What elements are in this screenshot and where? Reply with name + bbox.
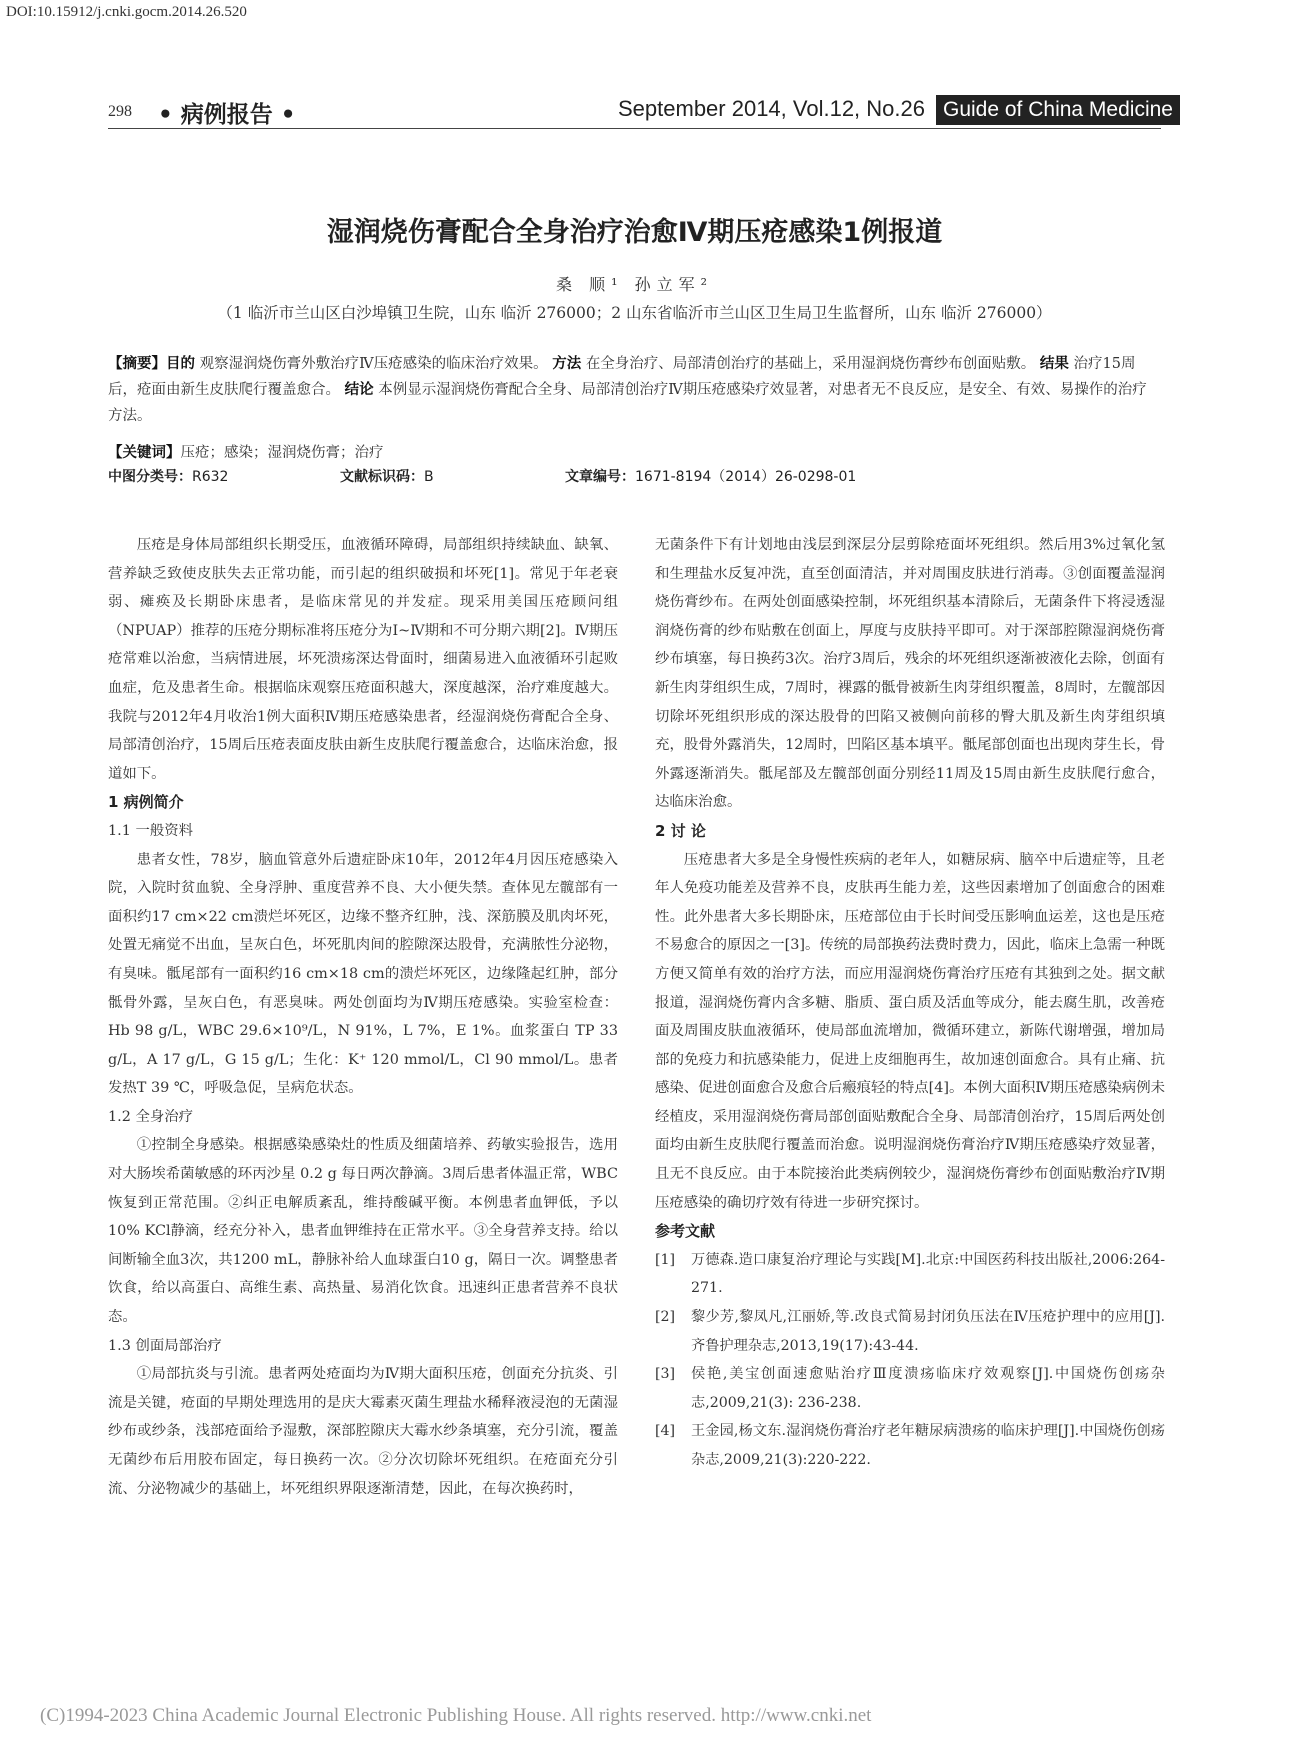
article-number bbox=[565, 466, 856, 486]
page-number: 298 bbox=[108, 103, 132, 120]
reference-text: 侯艳,美宝创面速愈贴治疗Ⅲ度溃疡临床疗效观察[J].中国烧伤创疡杂志,2009,21(3): 236-238. bbox=[691, 1366, 1165, 1411]
heading-systemic-treatment: 1.2 全身治疗 bbox=[108, 1108, 194, 1125]
heading-case-intro: 1 病例简介 bbox=[108, 793, 184, 812]
copyright-footer: (C)1994-2023 China Academic Journal Electronic Publishing House. All rights reserved. http://www.cnki.net bbox=[40, 1705, 872, 1726]
heading-local-treatment: 1.3 创面局部治疗 bbox=[108, 1337, 222, 1354]
section-label: • 病例报告 • bbox=[158, 102, 296, 128]
keywords bbox=[108, 440, 1161, 466]
conclusion-text: 本例显示湿润烧伤膏配合全身、局部清创治疗Ⅳ期压疮感染疗效显著，对患者无不良反应，是安全、有效、易操作的治疗方法。 bbox=[108, 382, 1147, 424]
reference-item bbox=[655, 1303, 1165, 1360]
clc-label: 中图分类号： bbox=[108, 469, 192, 485]
affiliation: （1 临沂市兰山区白沙埠镇卫生院，山东 临沂 276000；2 山东省临沂市兰山区卫生局卫生监督所，山东 临沂 276000） bbox=[217, 304, 1052, 322]
methods-label: 方法 bbox=[552, 356, 582, 372]
document-code bbox=[340, 466, 434, 486]
keywords-text: 压疮；感染；湿润烧伤膏；治疗 bbox=[180, 445, 384, 461]
intro-paragraph: 压疮是身体局部组织长期受压，血液循环障碍，局部组织持续缺血、缺氧、营养缺乏致使皮肤失去正常功能，而引起的组织破损和坏死[1]。常见于年老衰弱、瘫痪及长期卧床患者，是临床常见的并发症。现采用美国压疮顾问组（NPUAP）推荐的压疮分期标准将压疮分为Ⅰ~Ⅳ期和不可分期六期[2]。Ⅳ期压疮常难以治愈，当病情进展，坏死溃疡深达骨面时，细菌易进入血液循环引起败血症，危及患者生命。根据临床观察压疮面积越大，深度越深，治疗难度越大。我院与2012年4月收治1例大面积Ⅳ期压疮感染患者，经湿润烧伤膏配合全身、局部清创治疗，15周后压疮表面皮肤由新生皮肤爬行覆盖愈合，达临床治愈，报道如下。 bbox=[108, 537, 618, 782]
references-heading: 参考文献 bbox=[655, 1222, 716, 1241]
issue-info: September 2014, Vol.12, No.26 bbox=[618, 96, 925, 121]
general-data-paragraph: 患者女性，78岁，脑血管意外后遗症卧床10年，2012年4月因压疮感染入院，入院时贫血貌、全身浮肿、重度营养不良、大小便失禁。查体见左髋部有一面积约17 cm×22 cm溃烂坏死区，边缘不整齐红肿，浅、深筋膜及肌肉坏死，处置无痛觉不出血，呈灰白色，坏死肌肉间的腔隙深达股骨，充满脓性分泌物，有臭味。骶尾部有一面积约16 cm×18 cm的溃烂坏死区，边缘隆起红肿，部分骶骨外露，呈灰白色，有恶臭味。两处创面均为Ⅳ期压疮感染。实验室检查：Hb 98 g/L，WBC 29.6×10⁹/L，N 91%，L 7%，E 1%。血浆蛋白 TP 33 g/L，A 17 g/L，G 15 g/L；生化：K⁺ 120 mmol/L，Cl 90 mmol/L。患者发热T 39 ℃，呼吸急促，呈病危状态。 bbox=[108, 851, 618, 1097]
reference-text: 黎少芳,黎凤凡,江丽娇,等.改良式简易封闭负压法在Ⅳ压疮护理中的应用[J].齐鲁护理杂志,2013,19(17):43-44. bbox=[691, 1309, 1165, 1354]
reference-number: [3] bbox=[655, 1366, 676, 1383]
reference-number: [4] bbox=[655, 1423, 676, 1440]
objective-label: 目的 bbox=[166, 356, 195, 372]
reference-number: [2] bbox=[655, 1309, 676, 1326]
art-label: 文章编号： bbox=[565, 469, 635, 485]
reference-text: 王金园,杨文东.湿润烧伤膏治疗老年糖尿病溃疡的临床护理[J].中国烧伤创疡杂志,2009,21(3):220-222. bbox=[691, 1423, 1165, 1468]
local-treatment-paragraph: ①局部抗炎与引流。患者两处疮面均为Ⅳ期大面积压疮，创面充分抗炎、引流是关键，疮面的早期处理选用的是庆大霉素灭菌生理盐水稀释液浸泡的无菌湿纱布或纱条，浅部疮面给予湿敷，深部腔隙庆大霉水纱条填塞，充分引流，覆盖无菌纱布后用胶布固定，每日换药一次。②分次切除坏死组织。在疮面充分引流、分泌物减少的基础上，坏死组织界限逐渐清楚，因此，在每次换药时， bbox=[108, 1366, 618, 1497]
heading-general-data: 1.1 一般资料 bbox=[108, 822, 194, 839]
right-column bbox=[655, 531, 1165, 1475]
article-title: 湿润烧伤膏配合全身治疗治愈Ⅳ期压疮感染1例报道 bbox=[326, 217, 943, 248]
reference-text: 万德森.造口康复治疗理论与实践[M].北京:中国医药科技出版社,2006:264-271. bbox=[691, 1251, 1165, 1297]
reference-item bbox=[655, 1417, 1165, 1474]
abstract bbox=[108, 351, 1161, 429]
art-value: 1671-8194（2014）26-0298-01 bbox=[635, 469, 857, 485]
clc-number bbox=[108, 466, 228, 486]
heading-discussion: 2 讨 论 bbox=[655, 821, 706, 840]
continued-paragraph: 无菌条件下有计划地由浅层到深层分层剪除疮面坏死组织。然后用3%过氧化氢和生理盐水反复冲洗，直至创面清洁，并对周围皮肤进行消毒。③创面覆盖湿润烧伤膏纱布。在两处创面感染控制，坏死组织基本清除后，无菌条件下将浸透湿润烧伤膏的纱布贴敷在创面上，厚度与皮肤持平即可。对于深部腔隙湿润烧伤膏纱布填塞，每日换药3次。治疗3周后，残余的坏死组织逐渐被液化去除，创面有新生肉芽组织生成，7周时，裸露的骶骨被新生肉芽组织覆盖，8周时，左髋部因切除坏死组织形成的深达股骨的凹陷又被侧向前移的臀大肌及新生肉芽组织填充，股骨外露消失，12周时，凹陷区基本填平。骶尾部创面也出现肉芽生长，骨外露逐渐消失。骶尾部及左髋部创面分别经11周及15周由新生皮肤爬行愈合，达临床治愈。 bbox=[655, 537, 1165, 811]
reference-number: [1] bbox=[655, 1251, 676, 1268]
conclusion-label: 结论 bbox=[344, 382, 374, 398]
results-text: 治疗15周后，疮面由新生皮肤爬行覆盖愈合。 bbox=[108, 356, 1136, 398]
header-rule bbox=[108, 128, 1161, 129]
objective-text: 观察湿润烧伤膏外敷治疗Ⅳ压疮感染的临床治疗效果。 bbox=[199, 356, 548, 372]
reference-item bbox=[655, 1246, 1165, 1303]
doi-line: DOI:10.15912/j.cnki.gocm.2014.26.520 bbox=[6, 4, 247, 20]
methods-text: 在全身治疗、局部清创治疗的基础上，采用湿润烧伤膏纱布创面贴敷。 bbox=[585, 356, 1036, 372]
doc-label: 文献标识码： bbox=[340, 469, 424, 485]
abstract-label: 【摘要】 bbox=[108, 356, 166, 372]
results-label: 结果 bbox=[1039, 356, 1069, 372]
doc-value: B bbox=[424, 469, 434, 485]
keywords-label: 【关键词】 bbox=[108, 445, 181, 461]
journal-name-badge: Guide of China Medicine bbox=[936, 95, 1180, 125]
discussion-paragraph: 压疮患者大多是全身慢性疾病的老年人，如糖尿病、脑卒中后遗症等，且老年人免疫功能差及营养不良，皮肤再生能力差，这些因素增加了创面愈合的困难性。此外患者大多长期卧床，压疮部位由于长时间受压影响血运差，这也是压疮不易愈合的原因之一[3]。传统的局部换药法费时费力，因此，临床上急需一种既方便又简单有效的治疗方法，而应用湿润烧伤膏治疗压疮有其独到之处。据文献报道，湿润烧伤膏内含多糖、脂质、蛋白质及活血等成分，能去腐生肌，改善疮面及周围皮肤血液循环，使局部血流增加，微循环建立，新陈代谢增强，增加局部的免疫力和抗感染能力，促进上皮细胞再生，故加速创面愈合。具有止痛、抗感染、促进创面愈合及愈合后瘢痕轻的特点[4]。本例大面积Ⅳ期压疮感染病例未经植皮，采用湿润烧伤膏局部创面贴敷配合全身、局部清创治疗，15周后两处创面均由新生皮肤爬行覆盖而治愈。说明湿润烧伤膏治疗Ⅳ期压疮感染疗效显著，且无不良反应。由于本院接治此类病例较少，湿润烧伤膏纱布创面贴敷治疗Ⅳ期压疮感染的确切疗效有待进一步研究探讨。 bbox=[655, 851, 1165, 1211]
clc-value: R632 bbox=[192, 469, 229, 485]
authors: 桑 顺¹ 孙立军² bbox=[555, 275, 713, 294]
left-column bbox=[108, 531, 618, 1503]
reference-item bbox=[655, 1360, 1165, 1417]
systemic-treatment-paragraph: ①控制全身感染。根据感染感染灶的性质及细菌培养、药敏实验报告，选用对大肠埃希菌敏感的环丙沙星 0.2 g 每日两次静滴。3周后患者体温正常，WBC恢复到正常范围。②纠正电解质紊乱，维持酸碱平衡。本例患者血钾低，予以10% KCl静滴，经充分补入，患者血钾维持在正常水平。③全身营养支持。给以间断输全血3次，共1200 mL，静脉补给人血球蛋白10 g，隔日一次。调整患者饮食，给以高蛋白、高维生素、高热量、易消化饮食。迅速纠正患者营养不良状态。 bbox=[108, 1137, 618, 1326]
